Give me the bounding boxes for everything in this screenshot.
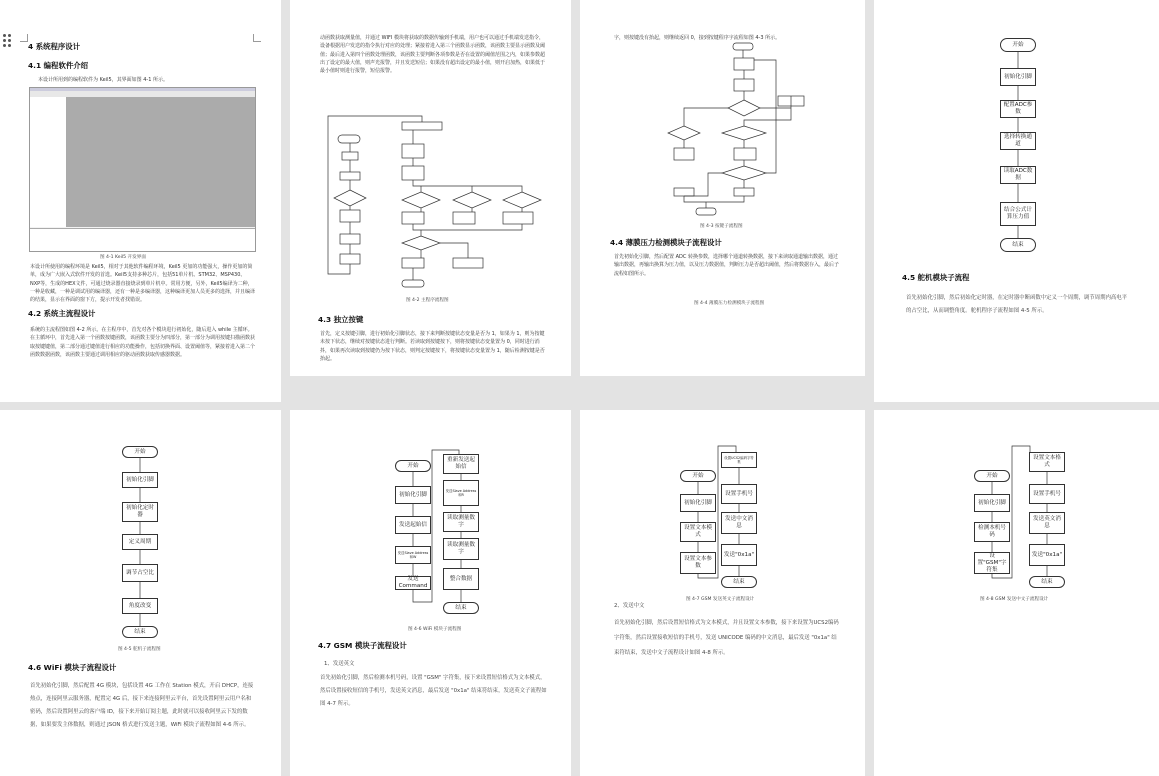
flowchart-step: 读取ADC数据: [1000, 166, 1036, 184]
flowchart-start: 开始: [974, 470, 1010, 482]
paragraph-main-flow: 系统的主流程图如图 4-2 所示。在主程序中，首先对各个模块进行初始化，随后进入 while 主循环。在主循环中，首先进入第一个函数按键函数，该函数主要分为四部分，第一部分为调用按键扫描函数获取按键键值，第二部分通过键值进行相应的功能操作，包括切换界面、设置阈值等，紧接着进入第二个函数数据函数，该函数主要通过调用相应的驱动函数获取传感器数据。: [30, 327, 256, 358]
heading-4-1: 4.1 编程软件介绍: [28, 61, 89, 70]
flowchart-step: 选择转换通道: [1000, 132, 1036, 150]
keil-screenshot: [29, 87, 256, 252]
heading-4-2: 4.2 系统主流程设计: [28, 309, 96, 318]
flowchart-step: 设置UCS2编码字符集: [721, 452, 757, 468]
paragraph-gsm-chinese: 首先初始化引脚，然后设置短信格式为文本模式，并且设置文本参数，接下来设置为UCS2编码字符集，然后设置接收短信的手机号，发送 UNICODE 编码的中文消息，最后发送 "0x1a" 结束符结束，发送中文子流程设计如图 4-8 所示。: [614, 620, 839, 656]
paragraph-button: 首先，定义按键引脚，进行初始化引脚状态，接下来判断按键状态变量是否为 1，如果为 1，则为按键未按下状态，继续对按键状态进行判断。若读取到按键按下，则将按键状态变量置为 0，同时进行消抖，如果再次读取到按键仍为按下状态，则判定按键按下，将按键状态变量置为 1，随后检测按键是否抬起。: [320, 331, 545, 362]
flowchart-step: 初始化引脚: [395, 486, 431, 504]
heading-4-7: 4.7 GSM 模块子流程设计: [318, 641, 407, 650]
flowchart-end: 结束: [721, 576, 757, 588]
flowchart-step: 设置手机号: [721, 484, 757, 504]
paragraph-servo: 首先初始化引脚，然后初始化定时器，在定时器中断函数中定义一个周期，调节周期内高电平的占空比，从而调整角度。舵机程序子流程如图 4-5 所示。: [906, 295, 1128, 314]
flowchart-step: 初始化引脚: [1000, 68, 1036, 86]
heading-chapter-4: 4 系统程序设计: [28, 42, 81, 51]
flowchart-step: 角度改变: [122, 598, 158, 614]
flowchart-step: 配置ADC参数: [1000, 100, 1036, 118]
figure-4-3-caption: 图 4-3 按键子流程图: [700, 224, 743, 229]
heading-4-6: 4.6 WiFi 模块子流程设计: [28, 663, 117, 672]
flowchart-step: 发送起始信: [395, 516, 431, 534]
paragraph-top: 字，则按键没有抬起，则继续返回 0，接到按键程序字流程如图 4-3 所示。: [614, 35, 781, 41]
document-page-8: [874, 410, 1159, 776]
heading-4-4: 4.4 薄膜压力检测模块子流程设计: [610, 238, 722, 247]
flowchart-step: 发送Command: [395, 576, 431, 590]
figure-4-4-caption: 图 4-4 薄膜压力检测模块子流程图: [694, 301, 765, 306]
flowchart-start: 开始: [1000, 38, 1036, 52]
drag-handle-icon[interactable]: [3, 34, 12, 48]
paragraph-keil: 本设计所使用的编程环境是 Keil5，相对于其他软件编程环境，Keil5 更加的功能强大，操作更加的简单，成为广大嵌入式软件开发的首选。Keil5支持多种芯片，包括51单片机、STM32、MSP430、NXP等，生成的HEX文件，可通过烧录器直接烧录到单片机中。常用方便，另外，Keil5编译为二种，一种是收藏，一种是调试用的编译器，还有一种是多编译器，这种编译更加人员更多的选择，并且编译的结果，显示在界面的窗下方，提示开发者找错误。: [30, 264, 256, 304]
flowchart-start: 开始: [680, 470, 716, 482]
flowchart-step: 发送中文消息: [721, 512, 757, 534]
paragraph-wifi: 首先初始化引脚，然后配置 4G 模块，包括设置 4G 工作在 Station 模式，开启 DHCP，连接热点，连接阿里云服务器，配置完 4G 后，接下来连接阿里云平台，首先设置阿里云用户名和密码，然后设置阿里云的客户端 ID，接下来开始订阅主题，此时就可以接收阿里云下发的数据，如果要发主体数据，则通过 JSON 格式进行发送主题，WiFi 模块子流程如图 4-6 所示。: [30, 683, 254, 728]
flowchart-step: 初始化引脚: [974, 494, 1010, 512]
intro-text: 本设计所用到的编程软件为 Keil5，其界面如图 4-1 所示。: [38, 77, 169, 83]
figure-4-1-caption: 图 4-1 Keil5 开发界面: [100, 255, 146, 260]
figure-4-2-caption: 图 4-2 主程序流程图: [406, 298, 449, 303]
document-page-5: [0, 410, 281, 776]
paragraph-top: 动函数获取测量值，并通过 WIFI 模块将获取的数据传输到手机端，用户也可以通过手机端发送指令，设备根据用户发送的指令执行对应的处理；紧接着进入第三个函数显示函数，该函数主要显示函数及阈值；最后进入第四个函数处理函数，该函数主要判断各项参数是否在设置的阈值范围之内，如果参数超出了设定的最大值，则声光报警，并且发送短信；如果没有超出设定的最小值，则开启加热，如果低于最小值时则进行报警，短信报警。: [320, 35, 546, 75]
figure-4-8-caption: 图 4-8 GSM 发送中文子流程设计: [980, 597, 1049, 602]
flowchart-step: 初始化引脚: [122, 472, 158, 488]
flowchart-end: 结束: [1000, 238, 1036, 252]
flowchart-step: 检测本机号码: [974, 522, 1010, 542]
flowchart-step: 发送Slave Address和R: [443, 480, 479, 506]
main-flowchart: [290, 0, 571, 300]
figure-4-5-caption: 图 4-5 舵机子流程图: [118, 647, 161, 652]
flowchart-step: 设置手机号: [1029, 484, 1065, 504]
flowchart-step: 设置文本格式: [1029, 452, 1065, 472]
flowchart-step: 初始化引脚: [680, 494, 716, 512]
flowchart-end: 结束: [443, 602, 479, 614]
flowchart-end: 结束: [122, 626, 158, 638]
flowchart-end: 结束: [1029, 576, 1065, 588]
document-page-4: [874, 0, 1159, 402]
flowchart-step: 发送"0x1a": [1029, 544, 1065, 566]
flowchart-step: 重新发送起始信: [443, 454, 479, 474]
flowchart-step: 定义周期: [122, 534, 158, 550]
flowchart-start: 开始: [395, 460, 431, 472]
flowchart-step: 读取测量数字: [443, 538, 479, 560]
flowchart-start: 开始: [122, 446, 158, 458]
figure-4-7-caption: 图 4-7 GSM 发送英文子流程设计: [686, 597, 755, 602]
flowchart-step: 读取测量数字: [443, 512, 479, 532]
heading-4-3: 4.3 独立按键: [318, 315, 364, 324]
paragraph-pressure: 首先初始化引脚，然后配置 ADC 转换参数，选择哪个通道转换数据，接下来读取通道输出数据，通过输出数据，再输出换算为压力值，以及压力数据值，判断压力是否超出阈值，然后将数据存入，最后子流程如图所示。: [614, 254, 840, 277]
subheading-chinese: 2、发送中文: [614, 603, 645, 609]
subheading-english: 1、发送英文: [324, 661, 355, 667]
flowchart-step: 发送英文消息: [1029, 512, 1065, 534]
document-page-2: [290, 0, 571, 376]
button-flowchart: [580, 0, 865, 230]
flowchart-step: 初始化定时器: [122, 502, 158, 522]
document-page-7: [580, 410, 865, 776]
paragraph-gsm-english: 首先初始化引脚，然后检测本机号码，设置 "GSM" 字符集，接下来设置短信格式为文本模式，然后设置接收短信的手机号，发送英文消息，最后发送 "0x1a" 结束符结束，发送英文子流程如图 4-7 所示。: [320, 675, 547, 707]
document-page-3: [580, 0, 865, 376]
gsm-chinese-flowchart: [874, 410, 1159, 610]
flowchart-step: 整合数据: [443, 568, 479, 590]
flowchart-step: 设置"GSM"字符集: [974, 552, 1010, 574]
figure-4-6-caption: 图 4-6 WiFi 模块子流程图: [408, 627, 462, 632]
flowchart-step: 设置文本参数: [680, 552, 716, 574]
document-page-6: [290, 410, 571, 776]
flowchart-step: 设置文本模式: [680, 522, 716, 542]
flowchart-step: 发送Slave Address和W: [395, 546, 431, 564]
flowchart-step: 调节占空比: [122, 564, 158, 582]
flowchart-step: 结合公式计算压力值: [1000, 202, 1036, 226]
heading-4-5: 4.5 舵机模块子流程: [902, 273, 970, 282]
document-page-1: [0, 0, 281, 402]
flowchart-step: 发送"0x1a": [721, 544, 757, 566]
